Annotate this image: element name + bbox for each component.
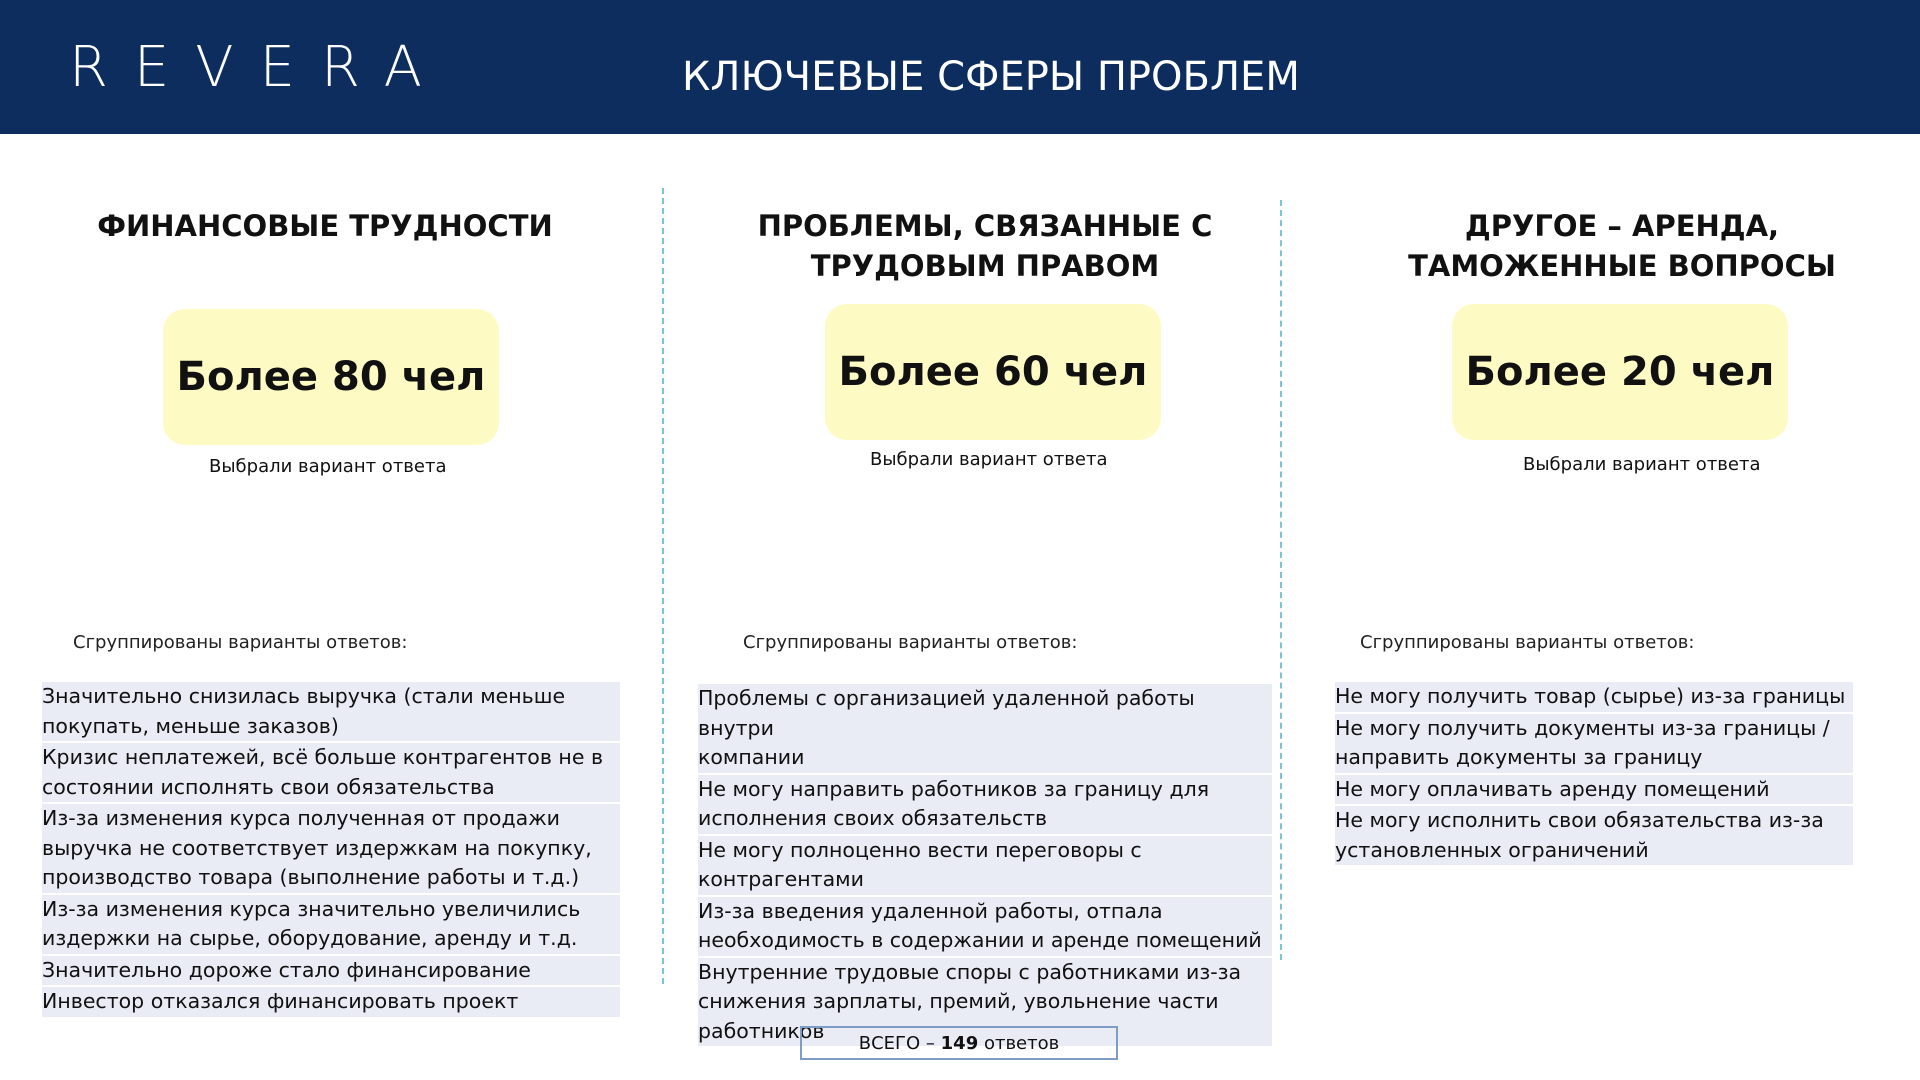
column-title-other <box>1375 206 1869 286</box>
count-box-labor <box>825 304 1161 440</box>
column-title-line: ФИНАНСОВЫЕ ТРУДНОСТИ <box>97 209 553 243</box>
list-item: Из-за введения удаленной работы, отпала необходимость в содержании и аренде помещений <box>698 897 1272 958</box>
column-title-labor <box>735 206 1235 286</box>
list-item: Значительно снизилась выручка (стали меньше покупать, меньше заказов) <box>42 682 620 743</box>
total-prefix: ВСЕГО – <box>858 1032 941 1054</box>
page-title: КЛЮЧЕВЫЕ СФЕРЫ ПРОБЛЕМ <box>682 54 1300 100</box>
list-item: Кризис неплатежей, всё больше контрагентов не в состоянии исполнять свои обязательства <box>42 743 620 804</box>
list-item: Проблемы с организацией удаленной работы внутри компании <box>698 684 1272 775</box>
header-bar <box>0 0 1920 134</box>
column-title-line: ТРУДОВЫМ ПРАВОМ <box>810 249 1160 283</box>
list-item: Не могу исполнить свои обязательства из-за установленных ограничений <box>1335 806 1853 867</box>
count-caption-financial: Выбрали вариант ответа <box>209 456 447 477</box>
total-number: 149 <box>940 1032 979 1054</box>
list-item: Не могу получить товар (сырье) из-за границы <box>1335 682 1853 714</box>
count-caption-other: Выбрали вариант ответа <box>1523 454 1761 475</box>
list-item: Инвестор отказался финансировать проект <box>42 987 620 1019</box>
total-responses-box <box>800 1026 1118 1060</box>
count-value: Более 80 чел <box>176 354 486 400</box>
count-value: Более 20 чел <box>1465 349 1775 395</box>
column-divider-1 <box>662 188 664 984</box>
answer-list-labor <box>698 684 1272 1048</box>
answer-list-financial <box>42 682 620 1019</box>
list-item: Не могу полноценно вести переговоры с контрагентами <box>698 836 1272 897</box>
column-title-line: ДРУГОЕ – АРЕНДА, <box>1464 209 1780 243</box>
total-suffix: ответов <box>978 1032 1060 1054</box>
column-title-line: ТАМОЖЕННЫЕ ВОПРОСЫ <box>1408 249 1836 283</box>
list-item: Из-за изменения курса значительно увеличились издержки на сырье, оборудование, аренду и т.д. <box>42 895 620 956</box>
count-box-financial <box>163 309 499 445</box>
answer-list-other <box>1335 682 1853 867</box>
group-label-labor: Сгруппированы варианты ответов: <box>743 632 1078 653</box>
group-label-financial: Сгруппированы варианты ответов: <box>73 632 408 653</box>
column-title-line: ПРОБЛЕМЫ, СВЯЗАННЫЕ С <box>757 209 1213 243</box>
count-value: Более 60 чел <box>838 349 1148 395</box>
list-item: Не могу оплачивать аренду помещений <box>1335 775 1853 807</box>
group-label-other: Сгруппированы варианты ответов: <box>1360 632 1695 653</box>
list-item: Не могу получить документы из-за границы / направить документы за границу <box>1335 714 1853 775</box>
count-caption-labor: Выбрали вариант ответа <box>870 449 1108 470</box>
column-divider-2 <box>1280 200 1282 960</box>
list-item: Не могу направить работников за границу для исполнения своих обязательств <box>698 775 1272 836</box>
count-box-other <box>1452 304 1788 440</box>
revera-logo: REVERA <box>69 35 448 100</box>
list-item: Из-за изменения курса полученная от продажи выручка не соответствует издержкам на покупку, производство товара (выполнение работы и т.д.) <box>42 804 620 895</box>
list-item: Значительно дороже стало финансирование <box>42 956 620 988</box>
list-item: Внутренние трудовые споры с работниками из-за снижения зарплаты, премий, увольнение части работников <box>698 958 1272 1049</box>
column-title-financial <box>95 206 555 246</box>
